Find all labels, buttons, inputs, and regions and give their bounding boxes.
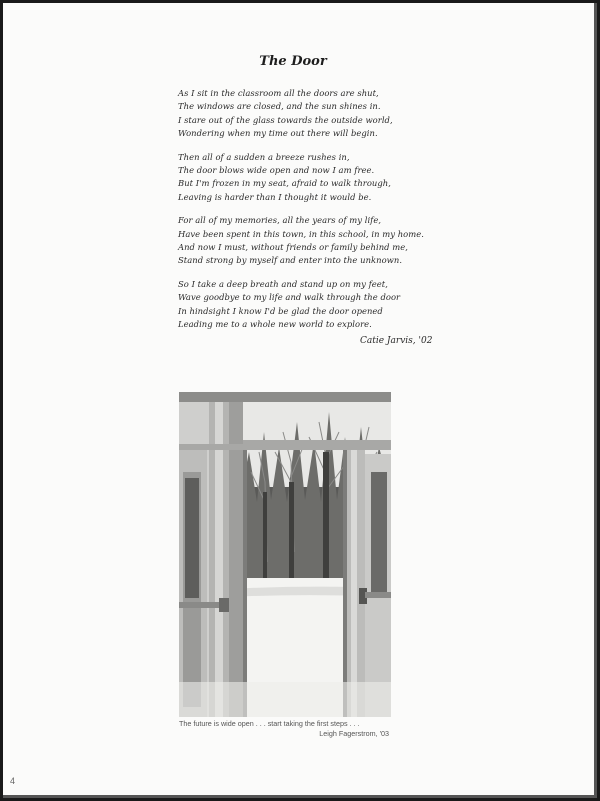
poem-line: Wondering when my time out there will begin. xyxy=(178,128,378,139)
poem-author: Catie Jarvis, '02 xyxy=(360,336,433,346)
page-number: 4 xyxy=(10,776,16,786)
photo-caption: The future is wide open . . . start taking the first steps . . . xyxy=(179,719,360,728)
poem-line: Leaving is harder than I thought it would be. xyxy=(178,191,372,202)
poem-line: But I'm frozen in my seat, afraid to walk through, xyxy=(178,178,391,189)
poem-line: Leading me to a whole new world to explore. xyxy=(178,319,372,330)
poem-line: Have been spent in this town, in this school, in my home. xyxy=(178,228,424,239)
poem-body xyxy=(178,87,448,342)
poem-line: The windows are closed, and the sun shines in. xyxy=(178,101,381,112)
door-photo xyxy=(179,392,391,717)
poem-line: As I sit in the classroom all the doors are shut, xyxy=(178,88,379,98)
poem-line: And now I must, without friends or family behind me, xyxy=(178,242,409,253)
stanza-3 xyxy=(178,214,448,268)
stanza-2 xyxy=(178,151,448,205)
poem-line: So I take a deep breath and stand up on my feet, xyxy=(178,278,388,289)
photo-credit: Leigh Fagerstrom, '03 xyxy=(319,729,389,738)
stanza-4 xyxy=(178,278,448,332)
poem-line: Stand strong by myself and enter into the unknown. xyxy=(178,255,403,266)
stanza-1 xyxy=(178,87,448,141)
poem-line: I stare out of the glass towards the outside world, xyxy=(178,114,393,125)
poem-line: Wave goodbye to my life and walk through the door xyxy=(178,292,401,303)
poem-line: For all of my memories, all the years of my life, xyxy=(178,215,382,226)
poem-line: In hindsight I know I'd be glad the door opened xyxy=(178,305,383,316)
poem-line: Then all of a sudden a breeze rushes in, xyxy=(178,151,350,162)
poem-line: The door blows wide open and now I am free. xyxy=(178,165,375,176)
document-page xyxy=(3,3,594,795)
poem-title: The Door xyxy=(259,54,327,69)
